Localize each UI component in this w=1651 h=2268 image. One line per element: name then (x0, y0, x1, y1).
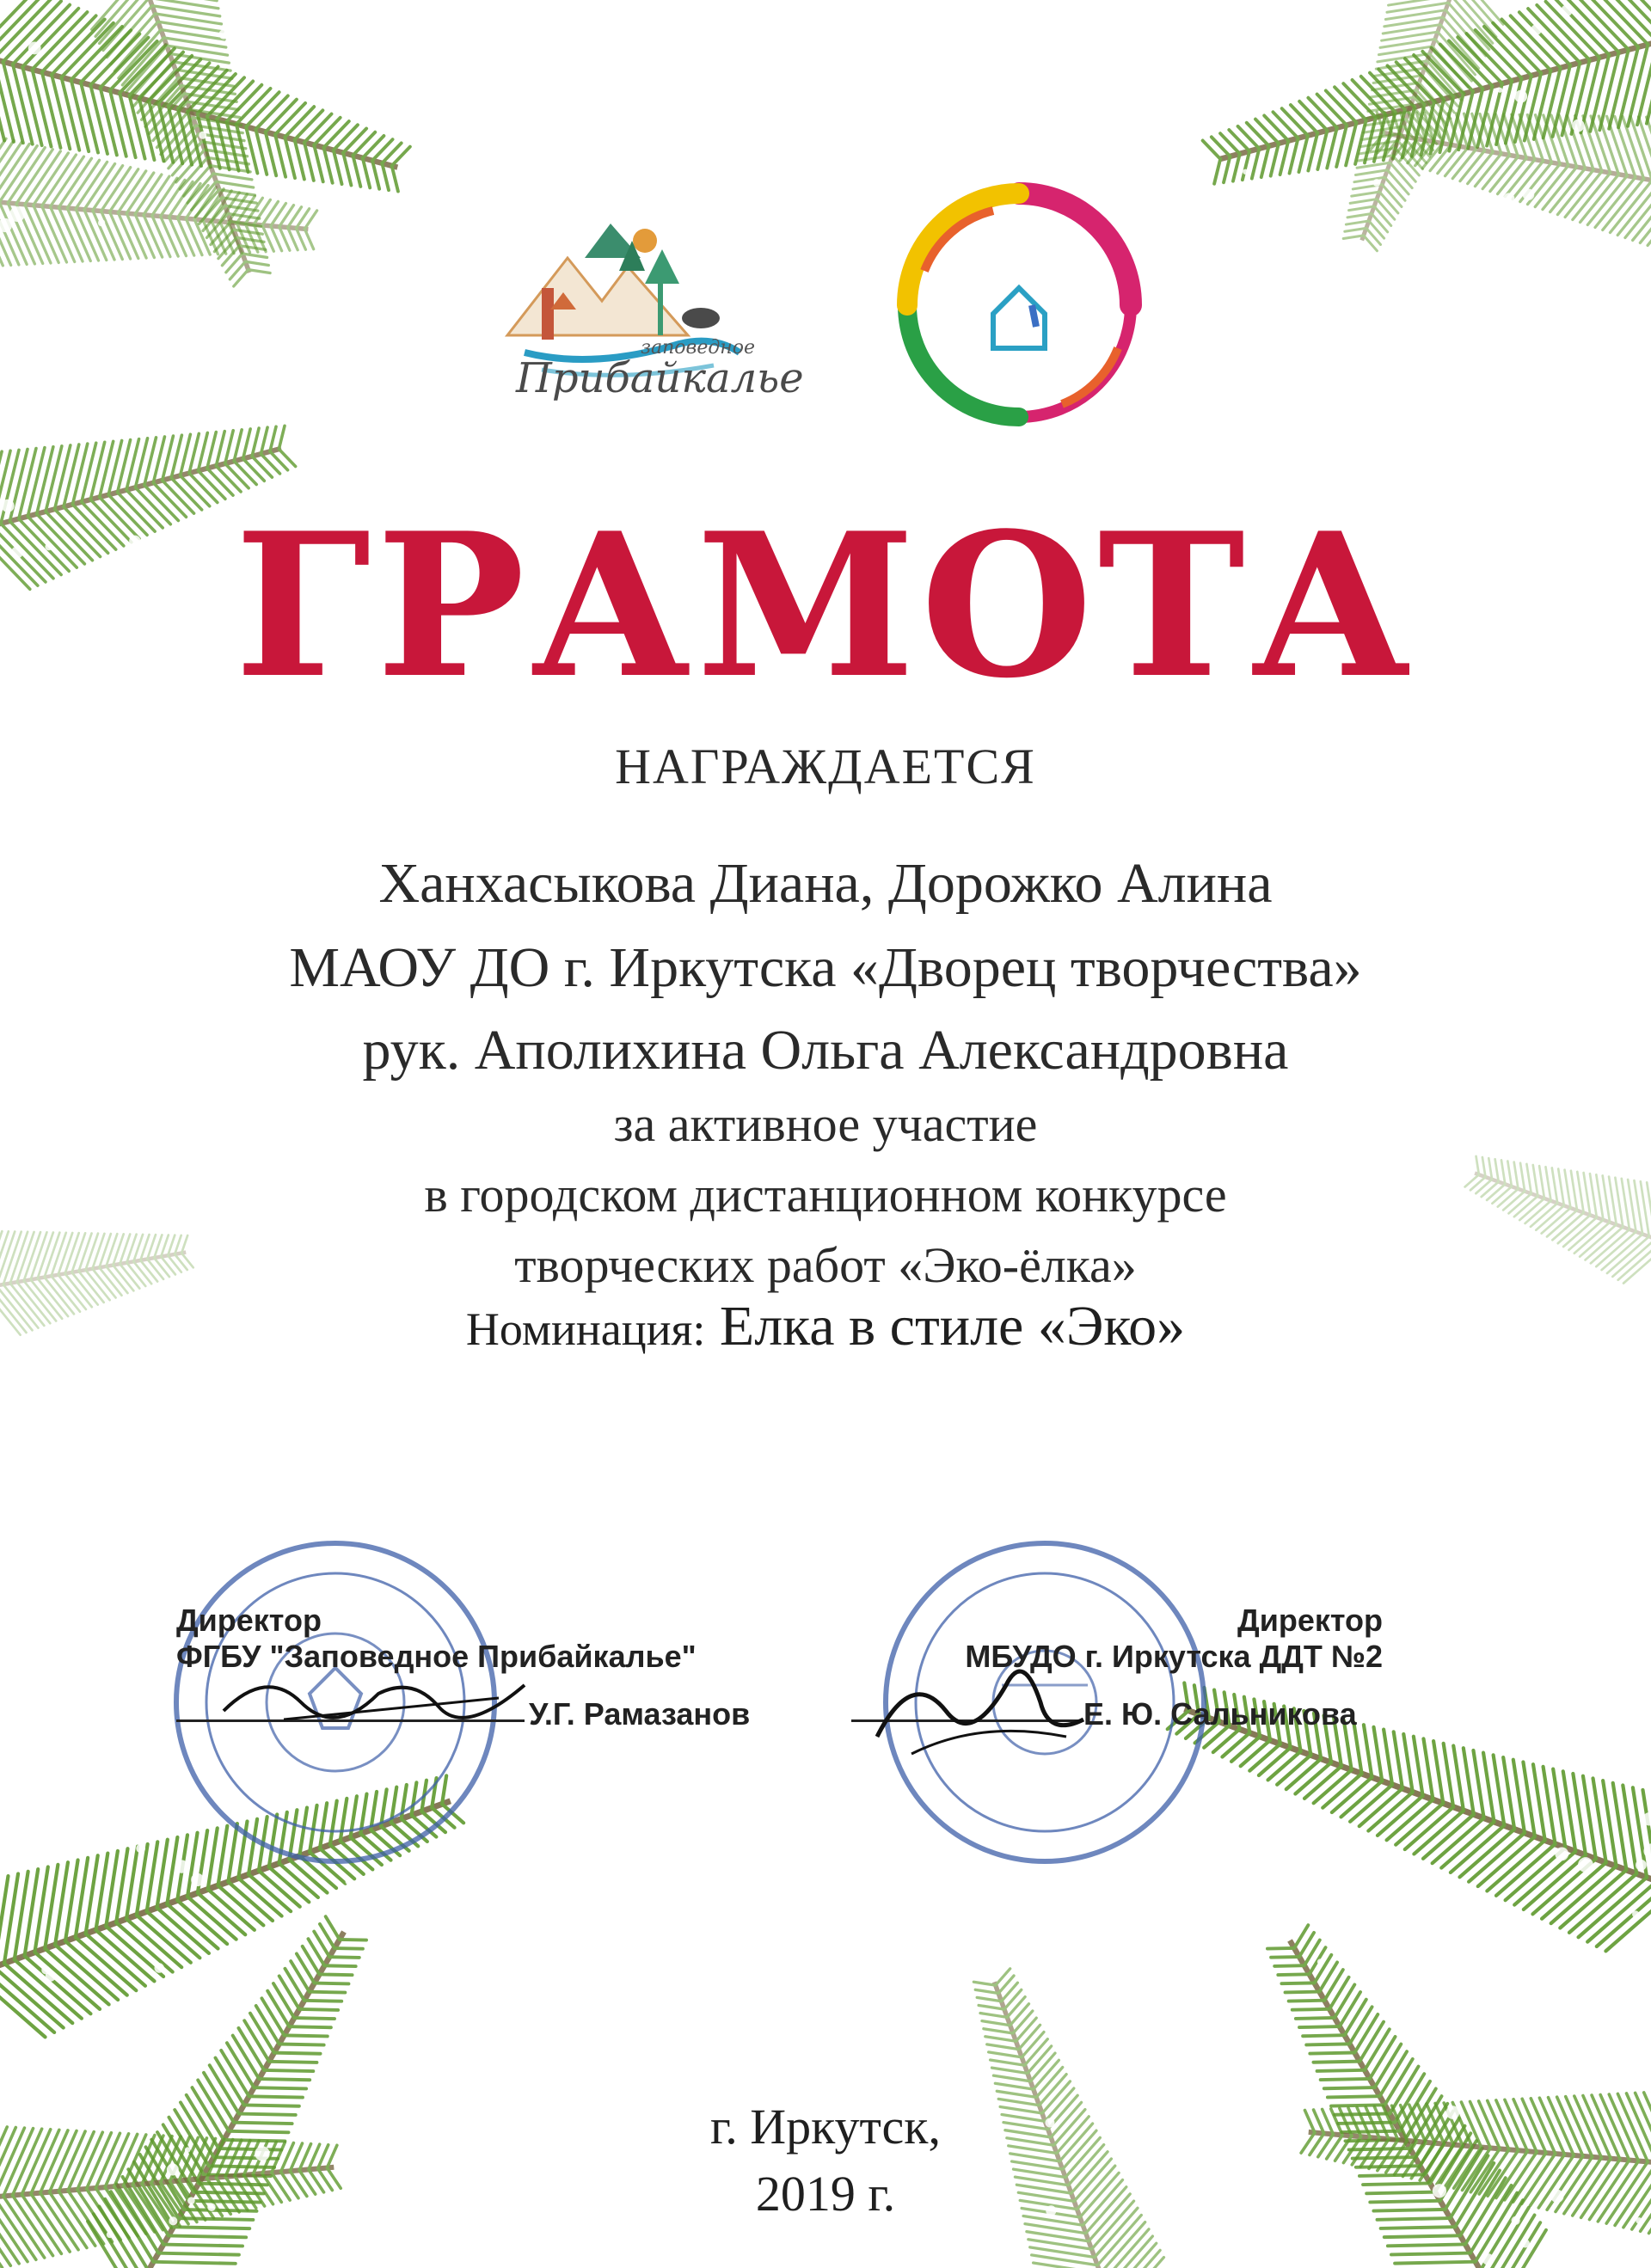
snow-dot (197, 352, 208, 364)
snow-dot (1642, 1812, 1651, 1825)
snow-dot (1042, 1952, 1053, 1963)
snow-dot (324, 453, 335, 464)
snow-dot (154, 1963, 163, 1972)
snow-dot (1503, 193, 1514, 204)
reason-line: творческих работ «Эко-ёлка» (514, 1237, 1137, 1293)
snow-dot (1451, 269, 1464, 282)
snow-dot (481, 113, 494, 126)
snow-dot (558, 1826, 572, 1840)
snow-dot (1069, 1901, 1077, 1909)
snow-dot (98, 219, 105, 226)
supervisor: рук. Аполихина Ольга Александровна (362, 1019, 1289, 1082)
snow-dot (443, 1945, 449, 1951)
snow-dot (1497, 88, 1502, 93)
snow-dot (1157, 3, 1169, 15)
snow-dot (1273, 343, 1287, 358)
snow-dot (1295, 2249, 1300, 2254)
snow-dot (1169, 158, 1182, 171)
nomination-value: Елка в стиле «Эко» (719, 1295, 1186, 1358)
snow-dot (41, 1965, 50, 1974)
snow-dot (336, 358, 345, 366)
snow-dot (375, 2259, 380, 2265)
snow-dot (346, 1878, 353, 1885)
snow-dot (1599, 1985, 1607, 1994)
snow-dot (1277, 2253, 1286, 2262)
snow-dot (191, 1873, 204, 1886)
snow-dot (450, 62, 456, 68)
snow-dot (218, 29, 228, 39)
snow-dot (1288, 389, 1299, 400)
nomination (0, 1294, 1651, 1359)
snow-dot (364, 242, 379, 258)
snow-dot (9, 206, 25, 222)
snow-dot (1522, 379, 1533, 390)
snow-dot (1578, 1857, 1593, 1873)
snow-dot (1607, 1979, 1613, 1985)
nomination-label: Номинация: (465, 1303, 706, 1355)
snow-dot (1418, 2002, 1432, 2016)
snow-dot (28, 42, 41, 55)
ddt2-logo (890, 176, 1148, 434)
pine-branch (1147, 1627, 1651, 1970)
snow-dot (540, 2226, 555, 2240)
footer-year: 2019 г. (755, 2166, 896, 2222)
snow-dot (1445, 342, 1451, 348)
snow-dot (1243, 169, 1248, 175)
left-handwritten-signature (215, 1659, 559, 1737)
snow-dot (1529, 2050, 1534, 2055)
snow-dot (1638, 353, 1648, 364)
snow-dot (1451, 1895, 1465, 1909)
left-signatory-org: ФГБУ "Заповедное Прибайкалье" (176, 1639, 697, 1674)
snow-dot (1141, 141, 1149, 149)
snow-dot (479, 127, 494, 142)
snow-dot (1366, 1847, 1381, 1861)
snow-dot (1082, 438, 1092, 448)
snow-dot (1555, 1847, 1568, 1860)
institution: МАОУ ДО г. Иркутска «Дворец творчества» (289, 936, 1362, 999)
snow-dot (516, 45, 523, 52)
snow-dot (107, 2231, 114, 2238)
right-signatory-name: Е. Ю. Сальникова (1083, 1696, 1357, 1732)
right-signatory-title: Директор (1237, 1603, 1383, 1638)
snow-dot (1405, 219, 1416, 230)
snow-dot (570, 418, 585, 432)
snow-dot (287, 1934, 299, 1946)
snow-dot (1636, 1860, 1647, 1871)
snow-dot (136, 1844, 145, 1854)
snow-dot (1482, 2253, 1494, 2265)
snow-dot (1632, 1910, 1639, 1917)
snow-dot (206, 285, 214, 293)
snow-dot (199, 132, 206, 139)
left-signatory-name: У.Г. Рамазанов (529, 1696, 751, 1732)
snow-dot (333, 389, 344, 400)
snow-dot (353, 2064, 368, 2080)
snow-dot (1253, 1983, 1267, 1996)
snow-dot (1572, 120, 1585, 132)
snow-dot (379, 208, 386, 215)
snow-dot (203, 333, 218, 348)
snow-dot (1317, 1958, 1323, 1965)
snow-dot (1561, 5, 1572, 16)
logo-left-small-text: заповедное (641, 337, 756, 359)
snow-dot (437, 1937, 445, 1946)
snow-dot (1630, 265, 1636, 271)
snow-dot (521, 1981, 536, 1995)
snow-dot (1237, 3, 1250, 16)
snow-dot (495, 2044, 504, 2053)
snow-dot (1523, 188, 1535, 200)
snow-dot (1237, 62, 1247, 71)
right-signatory-org: МБУДО г. Иркутска ДДТ №2 (965, 1639, 1383, 1674)
snow-dot (1448, 2007, 1457, 2016)
awarded-label: НАГРАЖДАЕТСЯ (615, 739, 1036, 794)
snow-dot (208, 370, 218, 380)
snow-dot (1, 1830, 10, 1839)
snow-dot (0, 324, 9, 334)
snow-dot (417, 282, 428, 293)
recipients: Ханхасыкова Диана, Дорожко Алина (378, 852, 1273, 915)
left-signatory-title: Директор (176, 1603, 322, 1638)
snow-dot (296, 273, 310, 286)
snow-dot (1423, 1995, 1431, 2003)
certificate-title: ГРАМОТА (234, 490, 1417, 722)
snow-dot (1335, 377, 1346, 387)
snow-dot (446, 466, 461, 481)
snow-dot (1304, 1833, 1312, 1842)
footer-city: г. Иркутск, (710, 2099, 941, 2155)
snow-dot (1373, 179, 1381, 187)
snow-dot (569, 447, 575, 453)
reason-line: за активное участие (613, 1096, 1038, 1152)
snow-dot (449, 2063, 456, 2069)
snow-dot (1332, 273, 1344, 285)
snow-dot (512, 2073, 519, 2081)
reason-line: в городском дистанционном конкурсе (424, 1167, 1227, 1223)
snow-dot (405, 2062, 414, 2070)
snow-dot (1605, 376, 1611, 382)
snow-dot (285, 66, 292, 74)
snow-dot (1521, 2239, 1530, 2247)
right-handwritten-signature (860, 1634, 1118, 1771)
snow-dot (1500, 374, 1515, 389)
snow-dot (1514, 90, 1527, 103)
logo-left-main-text: Прибайкалье (516, 354, 804, 402)
snow-dot (1531, 24, 1542, 35)
snow-dot (433, 144, 442, 153)
snow-dot (1122, 62, 1136, 76)
